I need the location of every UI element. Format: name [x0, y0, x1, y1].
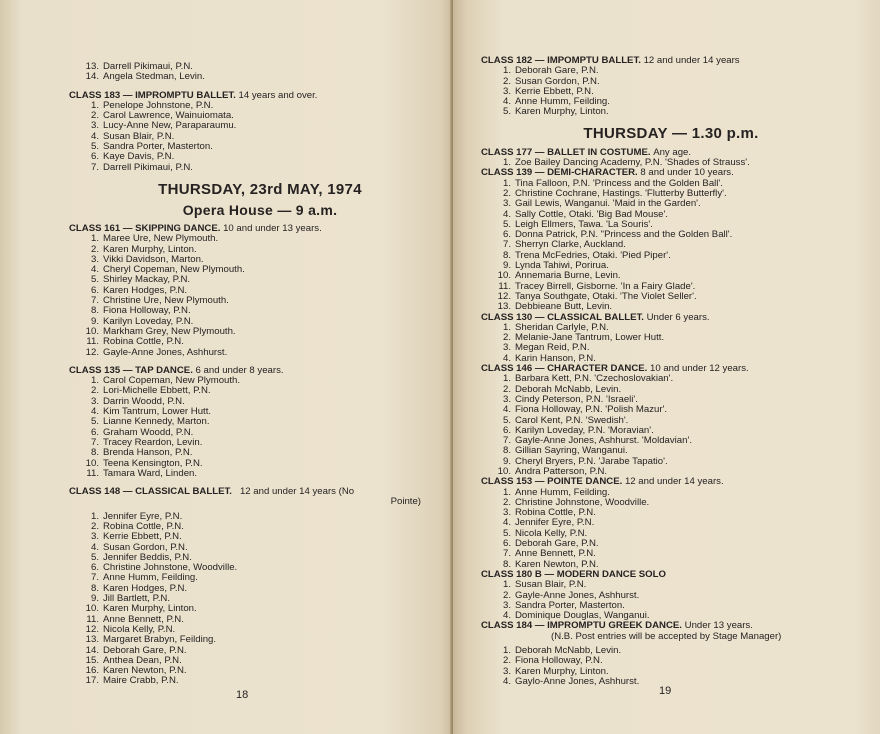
class-130-entrants	[481, 323, 841, 364]
entrant-name: Nicola Kelly, P.N.	[103, 623, 176, 635]
entrant-number: 8.	[502, 558, 511, 570]
entrant-name: Gail Lewis, Wanganui. 'Maid in the Garden'.	[515, 198, 701, 210]
class-182-entrants	[481, 66, 841, 117]
entrant-number: 5.	[90, 551, 99, 563]
entrant-number: 4.	[502, 352, 511, 364]
class-139-entrants	[481, 179, 841, 313]
class-135-entrants	[69, 376, 421, 479]
class-161-entrants	[69, 234, 421, 358]
entrant-number: 4.	[502, 404, 511, 416]
class-177-heading: CLASS 177 — BALLET IN COSTUME. Any age.	[481, 146, 692, 158]
entrant-number: 2.	[90, 243, 99, 255]
entrant-name: Donna Patrick, P.N. "Princess and the Golden Ball'.	[515, 229, 733, 241]
class-161-heading: CLASS 161 — SKIPPING DANCE. 10 and under 13 years.	[69, 222, 322, 234]
left-page-column	[69, 62, 421, 687]
class-184-note: (N.B. Post entries will be accepted by Stage Manager)	[551, 630, 782, 642]
entrant-name: Carol Lawrence, Wainuiomata.	[103, 110, 234, 122]
entrant-number: 5.	[90, 141, 99, 153]
entrant-name: Sally Cottle, Otaki. 'Big Bad Mouse'.	[515, 208, 668, 220]
class-183-heading: CLASS 183 — IMPROMPTU BALLET. 14 years and over.	[69, 89, 318, 101]
entrant-number: 9.	[502, 260, 511, 272]
entrant-name: Christine Johnstone, Woodville.	[515, 496, 650, 508]
entrant-row	[69, 469, 421, 479]
entrant-number: 2.	[502, 383, 511, 395]
entrant-number: 9.	[90, 315, 99, 327]
entrant-number: 2.	[502, 332, 511, 344]
entrant-number: 8.	[502, 445, 511, 457]
entrant-name: Karilyn Loveday, P.N. 'Moravian'.	[515, 424, 654, 436]
entrant-number: 6.	[90, 284, 99, 296]
entrant-number: 4.	[502, 517, 511, 529]
entrant-number: 4.	[502, 208, 511, 220]
entrant-name: Deborah McNabb, Levin.	[515, 645, 622, 657]
class-130-heading: CLASS 130 — CLASSICAL BALLET. Under 6 years.	[481, 311, 710, 323]
entrant-name: Sandra Porter, Masterton.	[103, 141, 213, 153]
entrant-number: 1.	[502, 157, 511, 169]
entrant-number: 3.	[502, 198, 511, 210]
entrant-name: Karen Newton, P.N.	[103, 665, 187, 677]
entrant-number: 9.	[90, 593, 99, 605]
entrant-number: 12.	[85, 346, 99, 358]
entrant-number: 2.	[502, 496, 511, 508]
entrant-name: Vikki Davidson, Marton.	[103, 253, 204, 265]
entrant-name: Penelope Johnstone, P.N.	[103, 99, 214, 111]
entrant-number: 5.	[90, 274, 99, 286]
entrant-name: Karen Newton, P.N.	[515, 558, 599, 570]
entrant-number: 3.	[502, 665, 511, 677]
entrant-name: Carol Kent, P.N. 'Swedish'.	[515, 414, 629, 426]
right-page	[453, 0, 880, 734]
entrant-number: 2.	[502, 187, 511, 199]
entrant-name: Darrin Woodd, P.N.	[103, 395, 185, 407]
entrant-number: 7.	[90, 572, 99, 584]
entrant-name: Susan Blair, P.N.	[103, 130, 175, 142]
entrant-number: 4.	[90, 541, 99, 553]
entrant-number: 8.	[502, 249, 511, 261]
entrant-name: Brenda Hanson, P.N.	[103, 447, 193, 459]
entrant-name: Anne Bennett, P.N.	[103, 613, 184, 625]
entrant-name: Angela Stedman, Levin.	[103, 71, 205, 83]
class-184-heading: CLASS 184 — IMPROMPTU GREEK DANCE. Under 13 years.	[481, 620, 753, 632]
entrant-row	[69, 676, 421, 686]
entrant-number: 1.	[502, 65, 511, 77]
entrant-number: 2.	[90, 520, 99, 532]
entrant-number: 16.	[85, 665, 99, 677]
entrant-name: Tina Falloon, P.N. 'Princess and the Golden Ball'.	[515, 177, 723, 189]
entrant-number: 3.	[502, 393, 511, 405]
class-153-heading: CLASS 153 — POINTE DANCE. 12 and under 14 years.	[481, 476, 724, 488]
entrant-number: 4.	[90, 264, 99, 276]
entrant-name: Gaylo-Anne Jones, Ashhurst.	[515, 675, 640, 687]
entrant-number: 6.	[90, 426, 99, 438]
entrant-number: 3.	[502, 342, 511, 354]
entrant-number: 6.	[90, 562, 99, 574]
entrant-name: Susan Gordon, P.N.	[103, 541, 188, 553]
entrant-name: Robina Cottle, P.N.	[103, 336, 184, 348]
entrant-number: 11.	[86, 613, 99, 625]
entrant-name: Maree Ure, New Plymouth.	[103, 233, 219, 245]
entrant-name: Teena Kensington, P.N.	[103, 457, 203, 469]
entrant-name: Karilyn Loveday, P.N.	[103, 315, 194, 327]
entrant-number: 3.	[90, 531, 99, 543]
entrant-number: 8.	[90, 582, 99, 594]
entrant-name: Cindy Peterson, P.N. 'Israeli'.	[515, 393, 638, 405]
class-139-heading: CLASS 139 — DEMI-CHARACTER. 8 and under 10 years.	[481, 167, 734, 179]
entrant-number: 7.	[502, 239, 511, 251]
entrant-name: Barbara Kett, P.N. 'Czechoslovakian'.	[515, 373, 674, 385]
entrant-name: Fiona Holloway, P.N.	[103, 305, 191, 317]
entrant-name: Anthea Dean, P.N.	[103, 654, 182, 666]
time-heading: THURSDAY — 1.30 p.m.	[583, 124, 759, 142]
entrant-number: 8.	[90, 305, 99, 317]
entrant-number: 3.	[90, 395, 99, 407]
entrant-name: Jennifer Eyre, P.N.	[103, 510, 183, 522]
entrant-name: Susan Blair, P.N.	[515, 579, 587, 591]
entrant-number: 2.	[502, 75, 511, 87]
entrant-number: 10.	[497, 465, 511, 477]
entrant-name: Fiona Holloway, P.N.	[515, 655, 603, 667]
class-180b-entrants	[481, 580, 841, 621]
entrant-number: 10.	[85, 457, 99, 469]
entrant-number: 1.	[90, 510, 99, 522]
entrant-name: Darrell Pikimaui, P.N.	[103, 61, 193, 72]
entrant-number: 1.	[502, 645, 511, 657]
entrant-number: 3.	[502, 507, 511, 519]
entrant-name: Gayle-Anne Jones, Ashhurst.	[515, 589, 640, 601]
entrant-name: Christine Ure, New Plymouth.	[103, 295, 229, 307]
entrant-number: 4.	[502, 96, 511, 108]
class-148-heading: CLASS 148 — CLASSICAL BALLET. 12 and under 14 years (No	[69, 486, 355, 498]
entrant-number: 10.	[85, 325, 99, 337]
entrant-name: Debbieane Butt, Levin.	[515, 301, 613, 313]
entrant-name: Susan Gordon, P.N.	[515, 75, 600, 87]
entrant-number: 4.	[90, 406, 99, 418]
entrant-name: Jill Bartlett, P.N.	[103, 593, 171, 605]
entrant-number: 1.	[90, 233, 99, 245]
entrant-name: Anne Bennett, P.N.	[515, 548, 596, 560]
entrant-number: 7.	[90, 436, 99, 448]
entrant-number: 7.	[502, 548, 511, 560]
class-148-entrants	[69, 512, 421, 687]
entrant-number: 7.	[90, 161, 99, 173]
entrant-name: Tracey Birrell, Gisborne. 'In a Fairy Glade'.	[515, 280, 696, 292]
entrant-number: 9.	[502, 455, 511, 467]
entrant-name: Kerrie Ebbett, P.N.	[103, 531, 182, 543]
entrant-number: 11.	[86, 336, 99, 348]
entrant-number: 5.	[502, 106, 511, 118]
class-146-heading: CLASS 146 — CHARACTER DANCE. 10 and under 12 years.	[481, 363, 749, 375]
entrant-name: Cheryl Copeman, New Plymouth.	[103, 264, 245, 276]
entrant-number: 11.	[498, 280, 511, 292]
entrant-name: Trena McFedries, Otaki. 'Pied Piper'.	[515, 249, 671, 261]
entrant-name: Carol Copeman, New Plymouth.	[103, 375, 241, 387]
entrant-number: 6.	[502, 229, 511, 241]
entrant-number: 3.	[90, 120, 99, 132]
entrant-name: Tanya Southgate, Otaki. 'The Violet Seller'.	[515, 290, 697, 302]
entrant-number: 14.	[85, 644, 99, 656]
class-135-heading: CLASS 135 — TAP DANCE. 6 and under 8 years.	[69, 364, 284, 376]
entrant-name: Karen Murphy, Linton.	[515, 665, 609, 677]
entrant-number: 2.	[90, 385, 99, 397]
page-number-left: 18	[236, 689, 249, 701]
entrant-name: Karin Hanson, P.N.	[515, 352, 596, 364]
entrant-name: Kerrie Ebbett, P.N.	[515, 85, 594, 97]
entrant-name: Christine Johnstone, Woodville.	[103, 562, 238, 574]
entrant-row	[69, 163, 421, 173]
entrant-name: Zoe Bailey Dancing Academy, P.N. 'Shades of Strauss'.	[515, 157, 750, 169]
entrant-name: Deborah Gare, P.N.	[103, 644, 187, 656]
entrant-number: 7.	[502, 435, 511, 447]
entrant-name: Karen Hodges, P.N.	[103, 582, 188, 594]
entrant-number: 5.	[502, 414, 511, 426]
entrant-number: 3.	[502, 85, 511, 97]
entrant-name: Gayle-Anne Jones, Ashhurst. 'Moldavian'.	[515, 435, 692, 447]
entrant-number: 8.	[90, 447, 99, 459]
entrant-name: Markham Grey, New Plymouth.	[103, 325, 236, 337]
entrant-name: Graham Woodd, P.N.	[103, 426, 194, 438]
entrant-name: Andra Patterson, P.N.	[515, 465, 608, 477]
entrant-number: 6.	[502, 538, 511, 550]
entrant-number: 13.	[497, 301, 511, 313]
entrant-number: 4.	[90, 130, 99, 142]
entrant-name: Jennifer Beddis, P.N.	[103, 551, 192, 563]
entrant-name: Lianne Kennedy, Marton.	[103, 416, 210, 428]
class-146-entrants	[481, 374, 841, 477]
entrant-name: Karen Hodges, P.N.	[103, 284, 188, 296]
entrant-name: Karen Murphy, Linton.	[103, 243, 197, 255]
entrant-number: 5.	[90, 416, 99, 428]
entrant-name: Tracey Reardon, Levin.	[103, 436, 203, 448]
entrant-name: Karen Murphy, Linton.	[103, 603, 197, 615]
entrant-name: Dominique Douglas, Wanganui.	[515, 610, 650, 622]
class-148-heading-continued: Pointe)	[390, 496, 421, 508]
entrant-number: 2.	[502, 589, 511, 601]
entrant-name: Kaye Davis, P.N.	[103, 151, 175, 163]
entrant-name: Kim Tantrum, Lower Hutt.	[103, 406, 212, 418]
entrant-name: Annemaria Burne, Levin.	[515, 270, 621, 282]
entrant-number: 12.	[85, 623, 99, 635]
entrant-number: 1.	[502, 579, 511, 591]
class-182-heading: CLASS 182 — IMPOMPTU BALLET. 12 and under 14 years	[481, 55, 740, 66]
entrant-number: 1.	[502, 321, 511, 333]
entrant-number: 1.	[90, 375, 99, 387]
entrant-name: Megan Reid, P.N.	[515, 342, 590, 354]
entrant-name: Sherryn Clarke, Auckland.	[515, 239, 626, 251]
entrant-number: 3.	[90, 253, 99, 265]
entrant-number: 1.	[502, 486, 511, 498]
class-153-entrants	[481, 488, 841, 570]
continued-list	[69, 62, 421, 83]
entrant-name: Shirley Mackay, P.N.	[103, 274, 191, 286]
entrant-name: Nicola Kelly, P.N.	[515, 527, 588, 539]
entrant-number: 14.	[85, 71, 99, 83]
day-heading: THURSDAY, 23rd MAY, 1974	[158, 180, 362, 198]
entrant-number: 6.	[90, 151, 99, 163]
entrant-name: Cheryl Bryers, P.N. 'Jarabe Tapatio'.	[515, 455, 668, 467]
entrant-name: Tamara Ward, Linden.	[103, 467, 198, 479]
entrant-name: Deborah Gare, P.N.	[515, 538, 599, 550]
entrant-row	[481, 107, 841, 117]
entrant-name: Deborah Gare, P.N.	[515, 65, 599, 77]
entrant-number: 12.	[497, 290, 511, 302]
entrant-number: 2.	[90, 110, 99, 122]
entrant-number: 7.	[90, 295, 99, 307]
entrant-number: 4.	[502, 675, 511, 687]
entrant-name: Lori-Michelle Ebbett, P.N.	[103, 385, 211, 397]
entrant-name: Sandra Porter, Masterton.	[515, 599, 625, 611]
entrant-number: 10.	[85, 603, 99, 615]
entrant-name: Fiona Holloway, P.N. 'Polish Mazur'.	[515, 404, 668, 416]
entrant-name: Sheridan Carlyle, P.N.	[515, 321, 609, 333]
entrant-number: 11.	[86, 467, 99, 479]
entrant-name: Christine Cochrane, Hastings. 'Flutterby Butterfly'.	[515, 187, 727, 199]
entrant-number: 1.	[502, 177, 511, 189]
entrant-name: Gillian Sayring, Wanganui.	[515, 445, 628, 457]
entrant-number: 15.	[85, 654, 99, 666]
entrant-number: 13.	[85, 61, 99, 72]
entrant-number: 10.	[497, 270, 511, 282]
entrant-number: 5.	[502, 218, 511, 230]
entrant-number: 6.	[502, 424, 511, 436]
entrant-name: Gayle-Anne Jones, Ashhurst.	[103, 346, 228, 358]
venue-heading: Opera House — 9 a.m.	[182, 201, 338, 218]
entrant-name: Anne Humm, Feilding.	[515, 486, 610, 498]
class-184-entrants	[481, 646, 841, 687]
entrant-row	[69, 348, 421, 358]
entrant-number: 17.	[85, 675, 99, 687]
entrant-name: Margaret Brabyn, Feilding.	[103, 634, 217, 646]
entrant-number: 2.	[502, 655, 511, 667]
class-183-entrants	[69, 101, 421, 173]
entrant-number: 4.	[502, 610, 511, 622]
entrant-name: Deborah McNabb, Levin.	[515, 383, 622, 395]
entrant-name: Darrell Pikimaui, P.N.	[103, 161, 193, 173]
entrant-name: Robina Cottle, P.N.	[515, 507, 596, 519]
entrant-row	[69, 72, 421, 82]
entrant-name: Karen Murphy, Linton.	[515, 106, 609, 118]
entrant-number: 1.	[90, 99, 99, 111]
entrant-number: 1.	[502, 373, 511, 385]
page-number-right: 19	[659, 685, 672, 697]
entrant-name: Jennifer Eyre, P.N.	[515, 517, 595, 529]
entrant-name: Anne Humm, Feilding.	[515, 96, 610, 108]
right-page-column	[481, 56, 841, 687]
entrant-name: Lynda Tahiwi, Porirua.	[515, 260, 609, 272]
entrant-name: Anne Humm, Feilding.	[103, 572, 198, 584]
class-180b-heading: CLASS 180 B — MODERN DANCE SOLO	[481, 568, 666, 580]
entrant-name: Maire Crabb, P.N.	[103, 675, 179, 687]
entrant-number: 5.	[502, 527, 511, 539]
entrant-name: Melanie-Jane Tantrum, Lower Hutt.	[515, 332, 665, 344]
entrant-name: Leigh Ellmers, Tawa. 'La Souris'.	[515, 218, 653, 230]
entrant-name: Lucy-Anne New, Paraparaumu.	[103, 120, 237, 132]
entrant-number: 13.	[85, 634, 99, 646]
entrant-number: 3.	[502, 599, 511, 611]
entrant-name: Robina Cottle, P.N.	[103, 520, 184, 532]
